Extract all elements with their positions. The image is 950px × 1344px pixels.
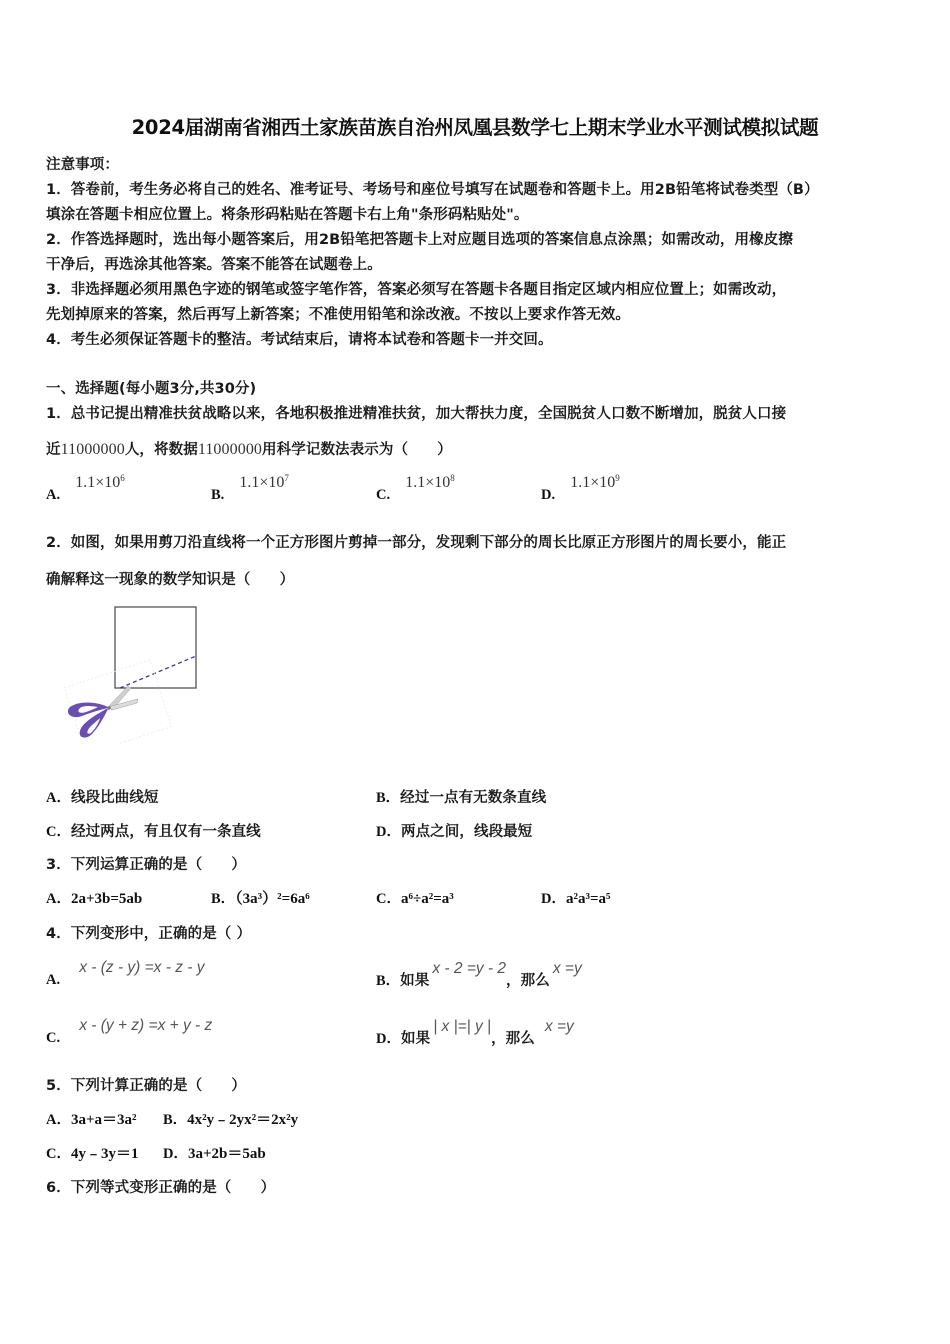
option-text-mid: ，那么 <box>491 1031 535 1047</box>
q3-option-b[interactable] <box>211 887 310 908</box>
option-expression: 2a+3b=5ab <box>70 891 143 907</box>
option-text: 经过两点，有且仅有一条直线 <box>70 824 261 840</box>
option-label: A. <box>46 972 61 988</box>
q1-stem-line2 <box>46 438 452 459</box>
notice-line-4: 干净后，再选涂其他答案。答案不能答在试题卷上。 <box>46 257 382 273</box>
notice-heading: 注意事项： <box>46 157 119 173</box>
option-label: B． <box>376 790 401 806</box>
option-text: 两点之间，线段最短 <box>400 824 533 840</box>
q4-option-c[interactable] <box>46 1015 213 1046</box>
option-expression-2: x =y <box>544 1018 574 1035</box>
q1-text-pre: 近 <box>46 442 61 458</box>
q4-option-a[interactable] <box>46 957 205 988</box>
option-label: D. <box>541 487 556 503</box>
option-expression: x - (y + z) =x + y - z <box>79 1017 213 1034</box>
q1-number-1: 11000000 <box>60 441 125 458</box>
option-label: C． <box>46 824 71 840</box>
option-text-pre: 如果 <box>400 1031 431 1047</box>
option-label: C． <box>376 891 401 907</box>
option-label: D． <box>376 1031 401 1047</box>
q5-stem: 5．下列计算正确的是（ ） <box>46 1078 246 1094</box>
option-value: $1.1\times 10^8$ <box>405 473 455 491</box>
option-expression: x - (z - y) =x - z - y <box>79 959 205 976</box>
q2-stem-line1: 2．如图，如果用剪刀沿直线将一个正方形图片剪掉一部分，发现剩下部分的周长比原正方形图片的周长要小，能正 <box>46 535 787 551</box>
option-value: $1.1\times 10^9$ <box>570 473 620 491</box>
option-expression: a⁶÷a²=a³ <box>400 891 454 907</box>
option-label: D． <box>376 824 401 840</box>
option-expression: 3a+2b＝5ab <box>187 1146 266 1162</box>
option-label: B． <box>163 1112 188 1128</box>
option-label: D． <box>541 891 566 907</box>
option-label: C． <box>46 1146 71 1162</box>
option-label: B. <box>211 487 225 503</box>
option-expression: （3a³）²=6a⁶ <box>235 891 310 907</box>
notice-line-1: 1．答卷前，考生务必将自己的姓名、准考证号、考场号和座位号填写在试题卷和答题卡上。用2B铅笔将试卷类型（B） <box>46 182 819 198</box>
q3-option-c[interactable] <box>376 887 454 908</box>
notice-line-3: 2．作答选择题时，选出每小题答案后，用2B铅笔把答题卡上对应题目选项的答案信息点涂黑；如需改动，用橡皮擦 <box>46 232 793 248</box>
q1-option-d[interactable] <box>541 472 620 503</box>
option-label: C. <box>46 1030 61 1046</box>
q5-option-b[interactable] <box>163 1108 298 1129</box>
q2-option-b[interactable] <box>376 786 546 807</box>
option-value: $1.1\times 10^7$ <box>239 473 289 491</box>
option-label: A． <box>46 1112 71 1128</box>
q1-option-b[interactable] <box>211 472 289 503</box>
section-heading: 一、选择题(每小题3分,共30分) <box>46 381 257 397</box>
q5-option-a[interactable] <box>46 1108 137 1129</box>
q1-text-post: 用科学记数法表示为（ ） <box>262 442 452 458</box>
q2-option-a[interactable] <box>46 786 159 807</box>
option-expression: 4x²y﹣2yx²＝2x²y <box>187 1112 299 1128</box>
option-text-mid: ，那么 <box>506 973 550 989</box>
option-expression-2: x =y <box>552 960 582 977</box>
option-label: D． <box>163 1146 188 1162</box>
option-label: B． <box>376 973 401 989</box>
notice-line-7: 4．考生必须保证答题卡的整洁。考试结束后，请将本试卷和答题卡一并交回。 <box>46 332 553 348</box>
q4-stem: 4．下列变形中，正确的是（ ） <box>46 926 252 942</box>
option-expression: 4y﹣3y＝1 <box>70 1146 139 1162</box>
scissors-square-figure <box>58 604 208 744</box>
q1-option-c[interactable] <box>376 472 455 503</box>
q1-option-a[interactable] <box>46 472 125 503</box>
q3-stem: 3．下列运算正确的是（ ） <box>46 857 246 873</box>
notice-line-5: 3．非选择题必须用黑色字迹的钢笔或签字笔作答，答案必须写在答题卡各题目指定区域内相应位置上；如需改动， <box>46 282 787 298</box>
q1-text-mid: 人，将数据 <box>124 442 198 458</box>
option-label: A. <box>46 487 61 503</box>
option-text: 线段比曲线短 <box>70 790 159 806</box>
notice-line-2: 填涂在答题卡相应位置上。将条形码粘贴在答题卡右上角"条形码粘贴处"。 <box>46 207 529 223</box>
q5-option-d[interactable] <box>163 1142 266 1163</box>
option-value: $1.1\times 10^6$ <box>75 473 125 491</box>
q5-option-c[interactable] <box>46 1142 139 1163</box>
notice-line-6: 先划掉原来的答案，然后再写上新答案；不准使用铅笔和涂改液。不按以上要求作答无效。 <box>46 307 630 323</box>
option-text: 经过一点有无数条直线 <box>400 790 547 806</box>
q4-option-b[interactable] <box>376 957 582 989</box>
option-expression: | x |=| y | <box>433 1018 492 1035</box>
q3-option-d[interactable] <box>541 887 611 908</box>
option-label: A． <box>46 891 71 907</box>
option-label: A． <box>46 790 71 806</box>
option-expression: 3a+a＝3a² <box>70 1112 137 1128</box>
q6-stem: 6．下列等式变形正确的是（ ） <box>46 1180 276 1196</box>
document-title: 2024届湖南省湘西土家族苗族自治州凤凰县数学七上期末学业水平测试模拟试题 <box>131 116 819 139</box>
option-text-pre: 如果 <box>400 973 430 989</box>
option-label: C. <box>376 487 391 503</box>
q1-stem-line1: 1．总书记提出精准扶贫战略以来，各地积极推进精准扶贫，加大帮扶力度，全国脱贫人口数不断增加，脱贫人口接 <box>46 406 787 422</box>
q3-option-a[interactable] <box>46 887 142 908</box>
option-expression: a²a³=a⁵ <box>565 891 611 907</box>
q2-stem-line2: 确解释这一现象的数学知识是（ ） <box>46 572 295 588</box>
q2-option-c[interactable] <box>46 820 261 841</box>
q1-number-2: 11000000 <box>197 441 263 458</box>
option-label: B． <box>211 891 236 907</box>
scissors-icon <box>58 604 208 744</box>
q2-option-d[interactable] <box>376 820 532 841</box>
q4-option-d[interactable] <box>376 1015 574 1047</box>
option-expression: x - 2 =y - 2 <box>432 960 507 977</box>
